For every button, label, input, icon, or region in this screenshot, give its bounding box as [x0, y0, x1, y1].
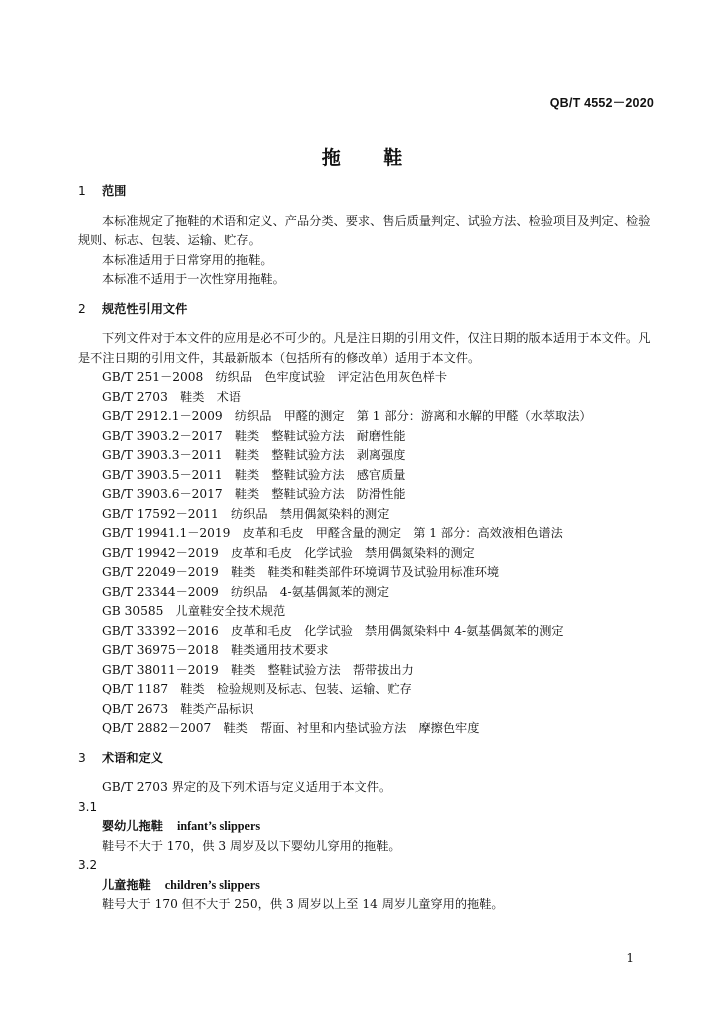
- paragraph: 本标准规定了拖鞋的术语和定义、产品分类、要求、售后质量判定、试验方法、检验项目及判定、检验规则、标志、包装、运输、贮存。: [78, 213, 651, 247]
- reference-item: GB 30585 儿童鞋安全技术规范: [102, 604, 286, 618]
- reference-item: GB/T 2912.1－2009 纺织品 甲醛的测定 第 1 部分：游离和水解的甲醛（水萃取法）: [102, 409, 592, 423]
- section-title: 范围: [102, 184, 127, 198]
- reference-item: GB/T 2703 鞋类 术语: [102, 389, 241, 404]
- page-number: 1: [626, 951, 634, 965]
- paragraph: 本标准适用于日常穿用的拖鞋。: [102, 252, 273, 267]
- term-heading: [78, 817, 658, 837]
- term-definition: 鞋号不大于 170，供 3 周岁及以下婴幼儿穿用的拖鞋。: [102, 838, 401, 853]
- document-body: [78, 182, 658, 915]
- document-title: 拖 鞋: [321, 147, 421, 169]
- reference-item: GB/T 33392－2016 皮革和毛皮 化学试验 禁用偶氮染料中 4-氨基偶氮苯的测定: [102, 623, 564, 638]
- reference-item: GB/T 3903.6－2017 鞋类 整鞋试验方法 防滑性能: [102, 487, 406, 501]
- reference-item: QB/T 2882－2007 鞋类 帮面、衬里和内垫试验方法 摩擦色牢度: [102, 721, 480, 735]
- reference-item: QB/T 2673 鞋类产品标识: [102, 701, 254, 716]
- reference-item: GB/T 19942－2019 皮革和毛皮 化学试验 禁用偶氮染料的测定: [102, 545, 475, 560]
- paragraph: 下列文件对于本文件的应用是必不可少的。凡是注日期的引用文件，仅注日期的版本适用于本文件。凡是不注日期的引用文件，其最新版本（包括所有的修改单）适用于本文件。: [78, 331, 651, 365]
- term-definition: 鞋号大于 170 但不大于 250，供 3 周岁以上至 14 周岁儿童穿用的拖鞋。: [102, 897, 504, 911]
- section-heading-scope: [78, 182, 658, 202]
- term-name-en: children’s slippers: [164, 877, 260, 892]
- reference-item: GB/T 38011－2019 鞋类 整鞋试验方法 帮带拔出力: [102, 662, 414, 677]
- section-title: 术语和定义: [102, 750, 163, 765]
- term-name-en: infant’s slippers: [176, 819, 261, 833]
- section-number: 2: [78, 301, 86, 316]
- term-number: 3.2: [78, 858, 98, 872]
- reference-item: GB/T 22049－2019 鞋类 鞋类和鞋类部件环境调节及试验用标准环境: [102, 565, 500, 579]
- reference-item: GB/T 19941.1－2019 皮革和毛皮 甲醛含量的测定 第 1 部分：高效液相色谱法: [102, 526, 563, 540]
- section-number: 3: [78, 750, 86, 765]
- section-heading-normative-references: [78, 300, 658, 320]
- reference-item: GB/T 23344－2009 纺织品 4-氨基偶氮苯的测定: [102, 584, 390, 599]
- reference-item: QB/T 1187 鞋类 检验规则及标志、包装、运输、贮存: [102, 682, 412, 696]
- term-name-zh: 儿童拖鞋: [102, 877, 151, 892]
- reference-item: GB/T 3903.5－2011 鞋类 整鞋试验方法 感官质量: [102, 467, 406, 482]
- term-heading: [78, 876, 658, 896]
- section-heading-terms-definitions: [78, 749, 658, 769]
- term-name-zh: 婴幼儿拖鞋: [102, 819, 163, 833]
- reference-item: GB/T 17592－2011 纺织品 禁用偶氮染料的测定: [102, 506, 390, 521]
- reference-item: GB/T 3903.2－2017 鞋类 整鞋试验方法 耐磨性能: [102, 428, 406, 443]
- reference-item: GB/T 3903.3－2011 鞋类 整鞋试验方法 剥离强度: [102, 448, 406, 462]
- paragraph: 本标准不适用于一次性穿用拖鞋。: [102, 272, 285, 286]
- term-number: 3.1: [78, 799, 98, 814]
- section-number: 1: [78, 184, 86, 198]
- paragraph: GB/T 2703 界定的及下列术语与定义适用于本文件。: [102, 780, 392, 794]
- section-title: 规范性引用文件: [102, 301, 188, 316]
- standard-code: QB/T 4552－2020: [549, 96, 654, 110]
- reference-item: GB/T 36975－2018 鞋类通用技术要求: [102, 643, 329, 657]
- reference-item: GB/T 251－2008 纺织品 色牢度试验 评定沾色用灰色样卡: [102, 370, 448, 384]
